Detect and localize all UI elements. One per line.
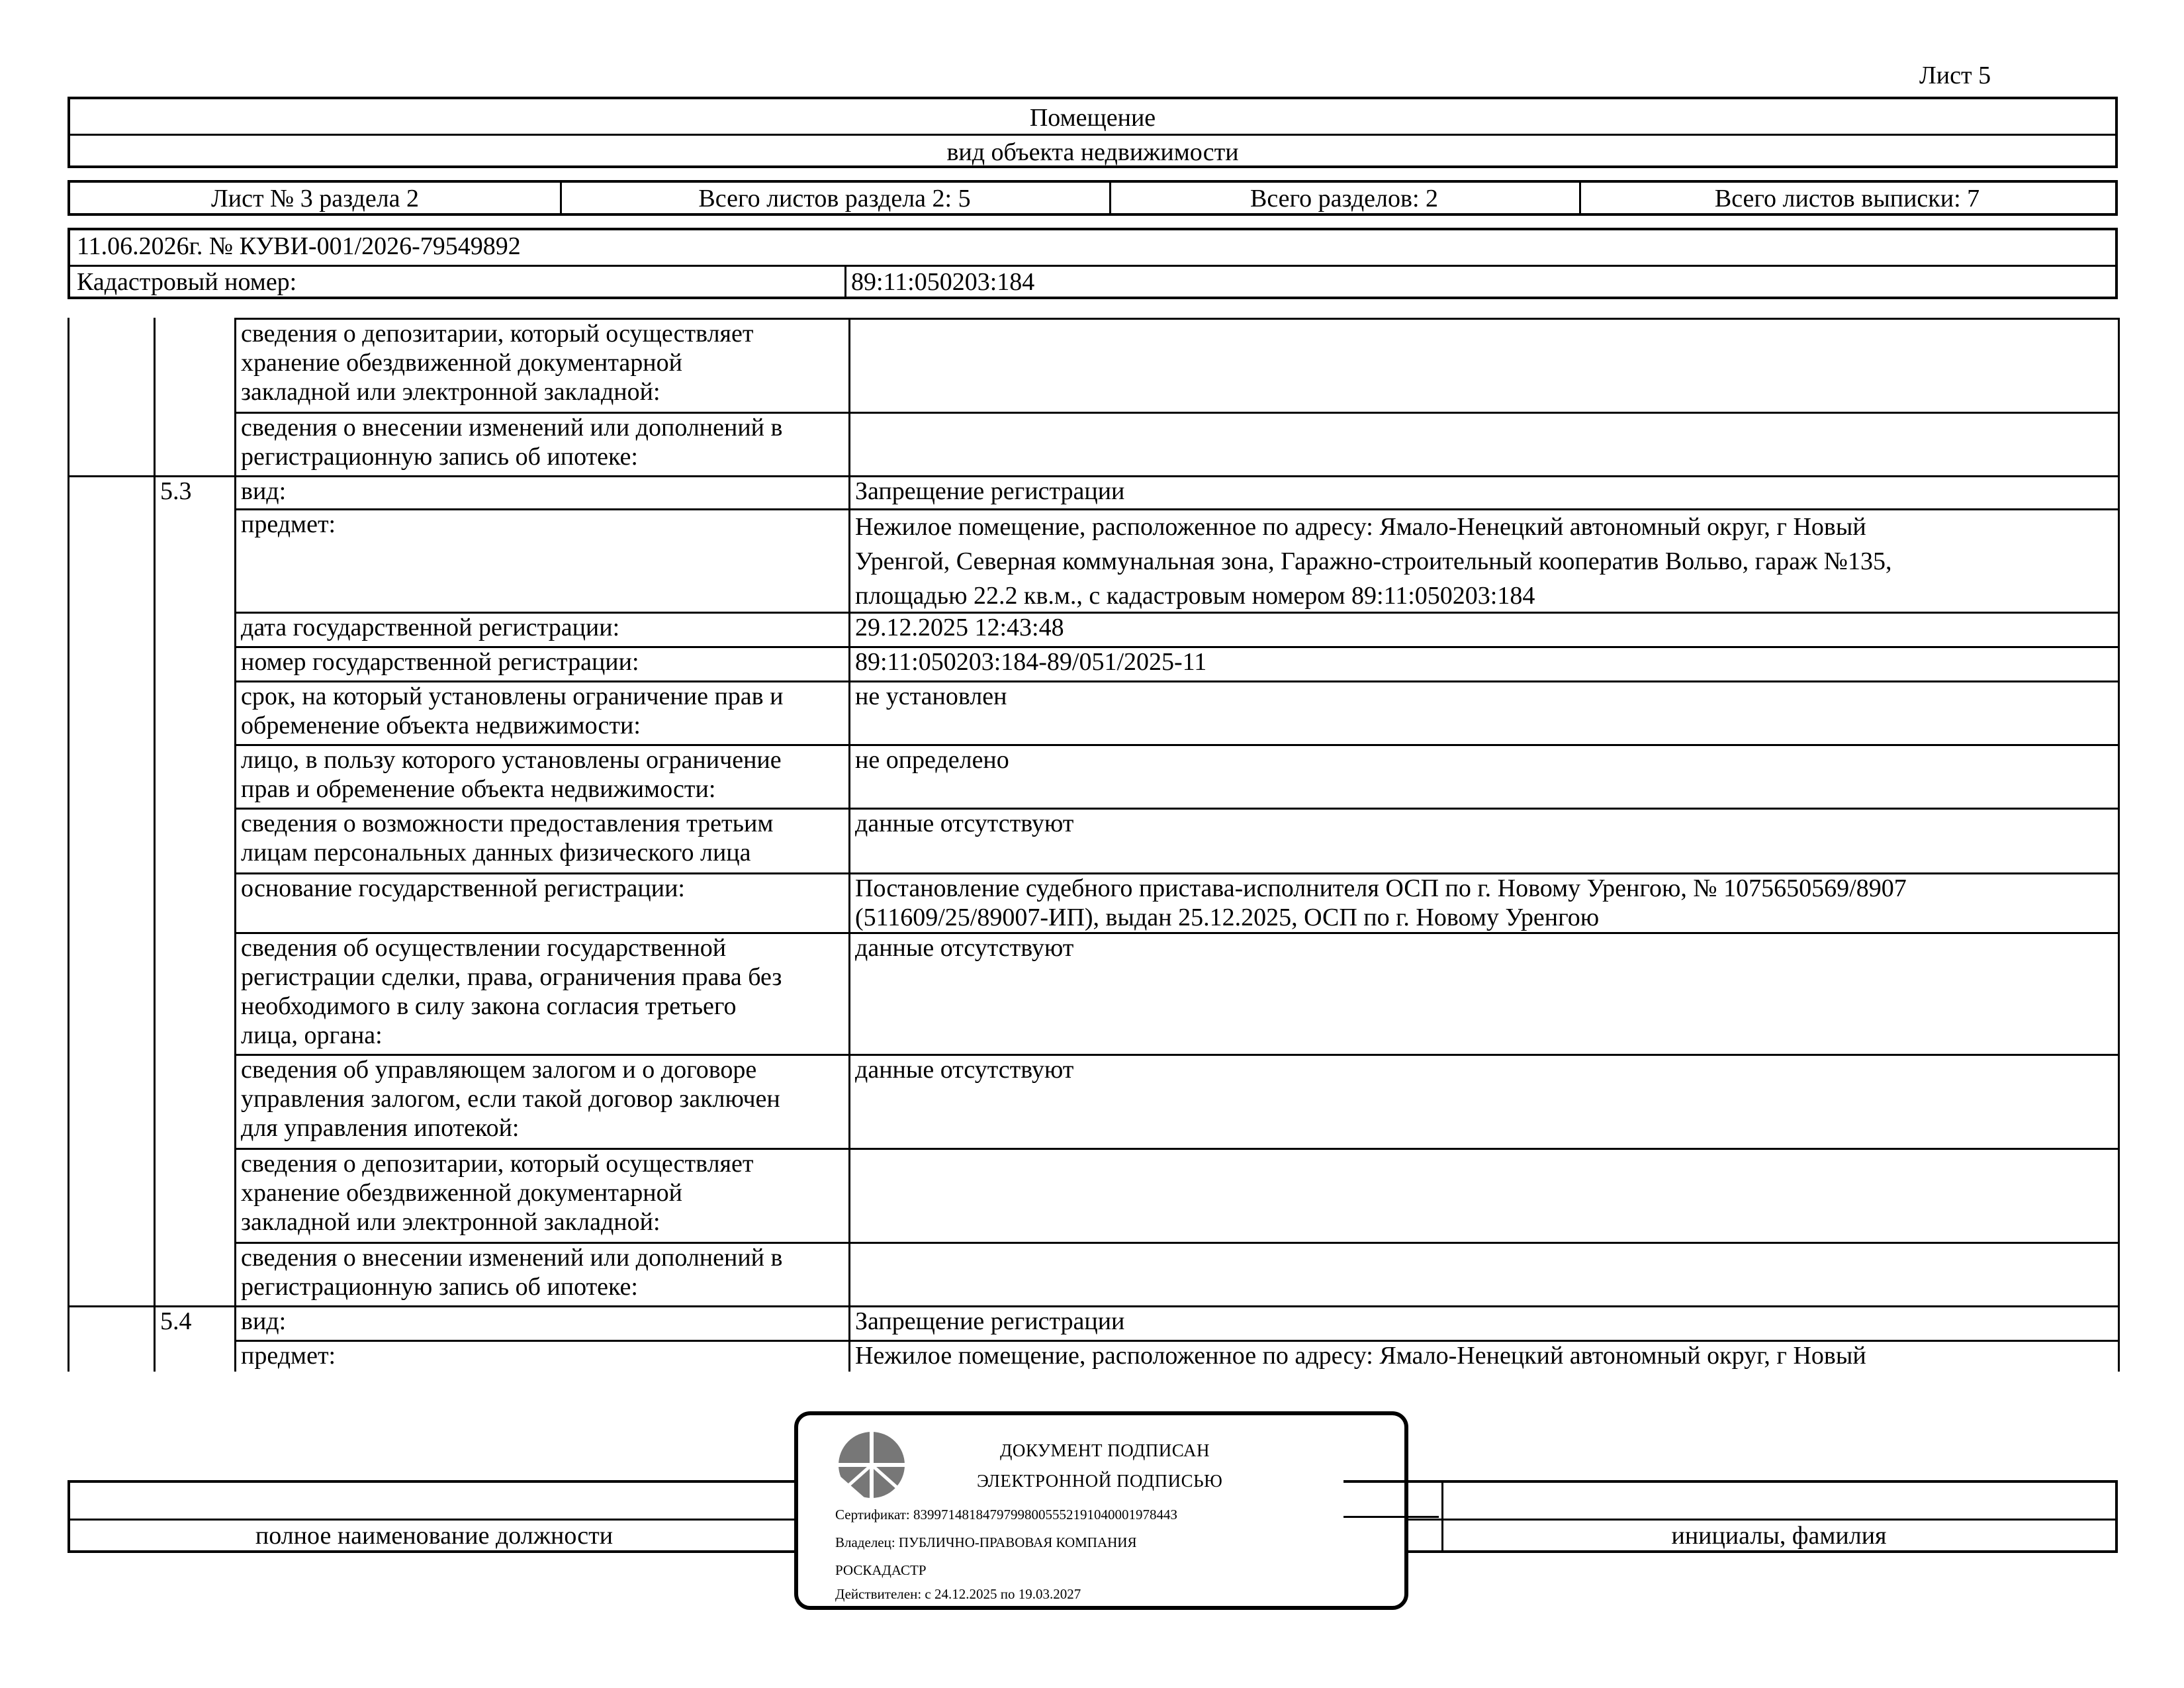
row-label: предмет: — [241, 1342, 336, 1370]
electronic-signature-stamp — [794, 1411, 1408, 1610]
stamp-owner: Владелец: ПУБЛИЧНО-ПРАВОВАЯ КОМПАНИЯ — [835, 1534, 1137, 1550]
row-value: Запрещение регистрации — [855, 1307, 1125, 1335]
stamp-certificate: Сертификат: 8399714818479799800555219104000197844З — [835, 1507, 1178, 1523]
row-label: сведения о возможности предоставления третьим лицам персональных данных физического лица — [241, 810, 774, 867]
roskadastr-logo-icon — [835, 1429, 908, 1501]
stamp-title-line2: ЭЛЕКТРОННОЙ ПОДПИСЬЮ — [977, 1471, 1223, 1491]
row-value: Постановление судебного пристава-исполнителя ОСП по г. Новому Уренгою, № 1075650569/8907 (511609/25/89007-ИП), выдан 25.12.2025, ОСП по г. Новому Уренгою — [855, 874, 1907, 931]
row-label: сведения о депозитарии, который осуществляет хранение обездвиженной документарной закладной или электронной закладной: — [241, 1150, 754, 1236]
row-value: Запрещение регистрации — [855, 477, 1125, 505]
row-label: вид: — [241, 477, 287, 505]
row-value: не определено — [855, 746, 1009, 774]
stamp-title-line1: ДОКУМЕНТ ПОДПИСАН — [1000, 1440, 1210, 1460]
name-caption: инициалы, фамилия — [1671, 1522, 1887, 1550]
row-label: вид: — [241, 1307, 287, 1335]
page-label: Лист 5 — [1919, 62, 1991, 89]
sheet-info-row — [68, 180, 2118, 216]
sheet-of-section: Лист № 3 раздела 2 — [210, 185, 420, 212]
row-label: срок, на который установлены ограничение прав и обременение объекта недвижимости: — [241, 682, 784, 739]
row-value: данные отсутствуют — [855, 810, 1074, 837]
row-label: сведения о внесении изменений или дополнений в регистрационную запись об ипотеке: — [241, 414, 783, 471]
row-label: сведения об осуществлении государственной регистрации сделки, права, ограничения права без необходимого в силу закона согласия третьего лица, органа: — [241, 934, 782, 1049]
row-label: сведения об управляющем залогом и о договоре управления залогом, если такой договор заключен для управления ипотекой: — [241, 1056, 780, 1142]
row-value: 89:11:050203:184-89/051/2025-11 — [855, 648, 1207, 676]
extract-info — [68, 228, 2118, 299]
extract-date-number: 11.06.2026г. № КУВИ-001/2026-79549892 — [77, 232, 521, 260]
total-sheets-extract: Всего листов выписки: 7 — [1714, 185, 1980, 212]
section-number: 5.4 — [160, 1307, 192, 1335]
object-type-caption: вид объекта недвижимости — [946, 138, 1239, 166]
stamp-owner-org: РОСКАДАСТР — [835, 1562, 927, 1578]
row-label: основание государственной регистрации: — [241, 874, 685, 902]
cadastral-value: 89:11:050203:184 — [851, 268, 1035, 296]
row-value: 29.12.2025 12:43:48 — [855, 614, 1064, 641]
row-label: сведения о внесении изменений или дополнений в регистрационную запись об ипотеке: — [241, 1244, 783, 1301]
row-label: предмет: — [241, 510, 336, 538]
row-label: лицо, в пользу которого установлены ограничение прав и обременение объекта недвижимости: — [241, 746, 782, 803]
total-sheets-section: Всего листов раздела 2: 5 — [698, 185, 971, 212]
stamp-validity: Действителен: с 24.12.2025 по 19.03.2027 — [835, 1586, 1081, 1602]
cadastral-label: Кадастровый номер: — [77, 268, 297, 296]
object-header — [68, 97, 2118, 168]
row-value: Нежилое помещение, расположенное по адресу: Ямало-Ненецкий автономный округ, г Новый Уренгой, Северная коммунальная зона, Гаражно-строительный кооператив Вольво, гараж №135, площадью 22.2 кв.м., с кадастровым номером 89:11:050203:184 — [855, 513, 1892, 610]
row-value: Нежилое помещение, расположенное по адресу: Ямало-Ненецкий автономный округ, г Новый — [855, 1342, 1866, 1370]
row-value: не установлен — [855, 682, 1007, 710]
row-value: данные отсутствуют — [855, 1056, 1074, 1084]
total-sections: Всего разделов: 2 — [1250, 185, 1439, 212]
position-caption: полное наименование должности — [255, 1522, 614, 1550]
row-label: сведения о депозитарии, который осуществляет хранение обездвиженной документарной закладной или электронной закладной: — [241, 320, 754, 406]
row-label: дата государственной регистрации: — [241, 614, 620, 641]
row-value: данные отсутствуют — [855, 934, 1074, 962]
encumbrance-table — [68, 318, 2118, 1383]
row-label: номер государственной регистрации: — [241, 648, 639, 676]
object-name: Помещение — [1029, 104, 1156, 132]
section-number: 5.3 — [160, 477, 192, 505]
